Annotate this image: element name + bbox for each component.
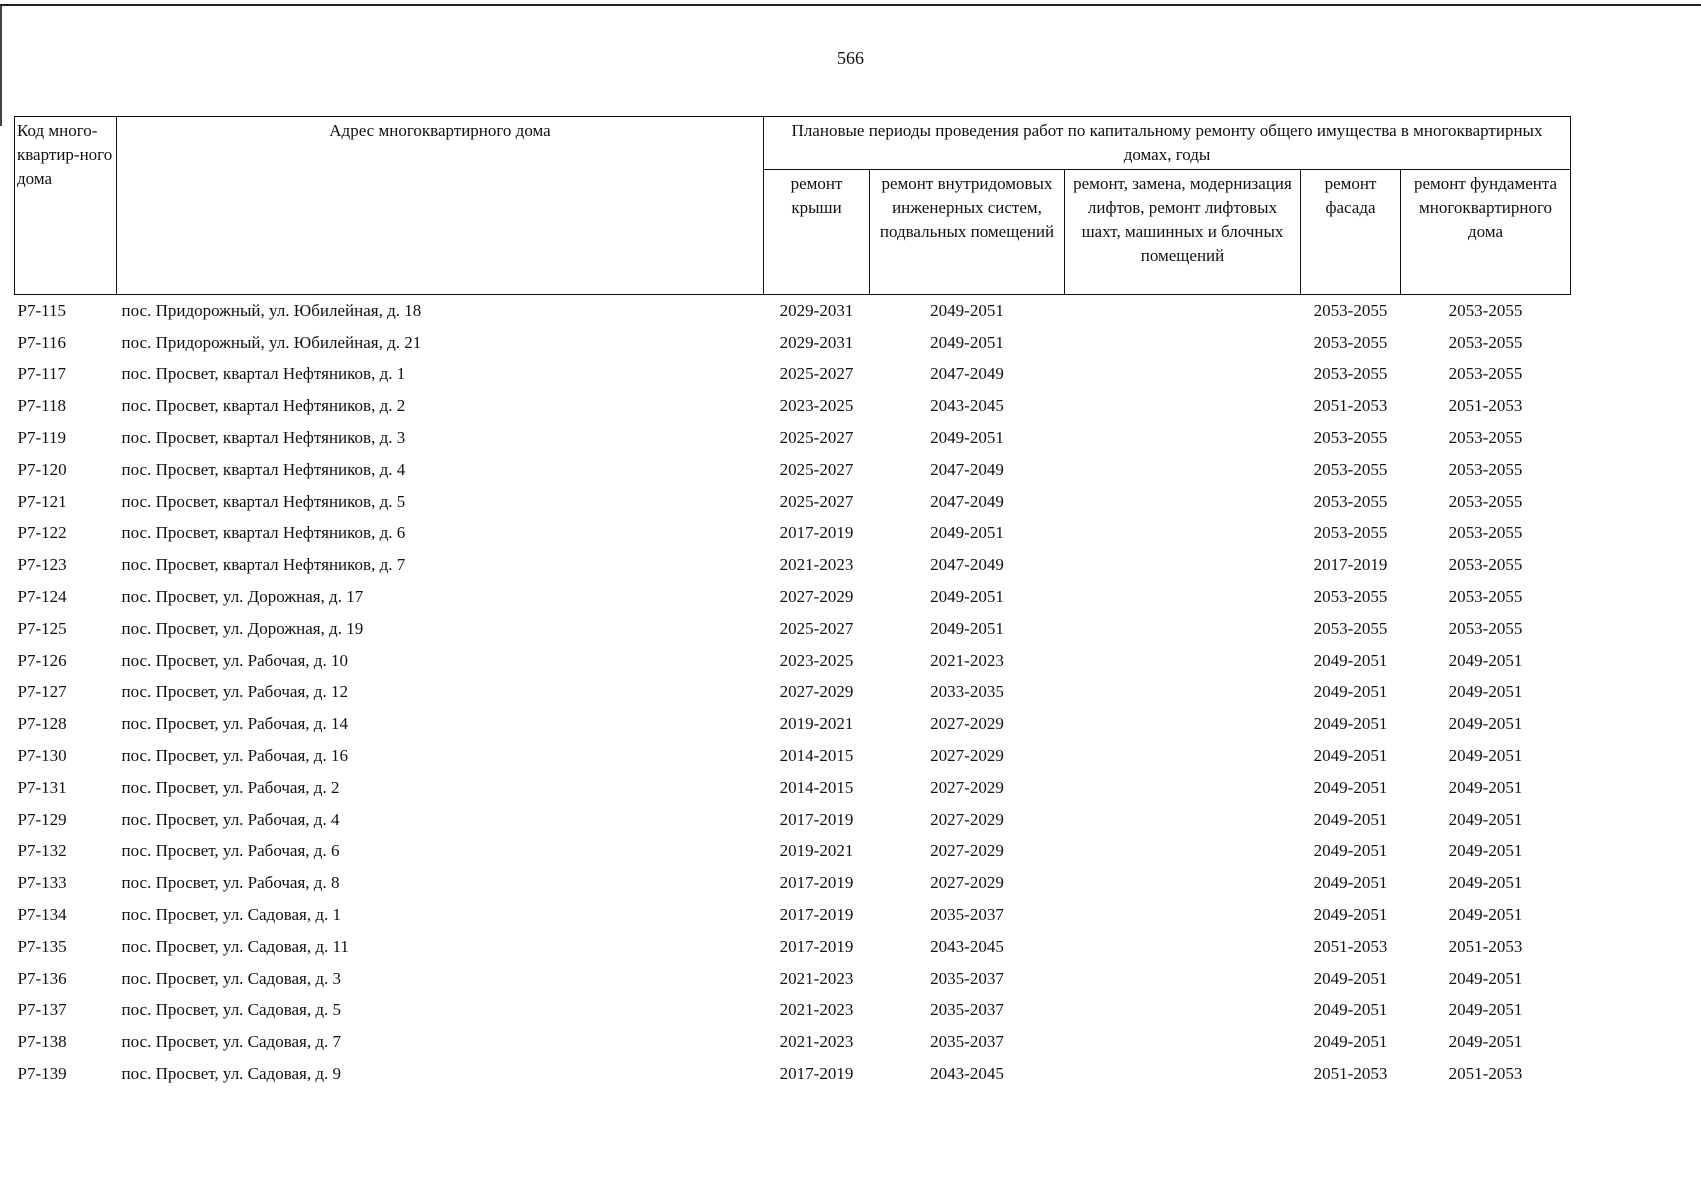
cell-foundation: 2053-2055 <box>1448 300 1523 320</box>
cell-code: P7-127 <box>17 682 67 702</box>
cell-facade: 2051-2053 <box>1313 936 1388 956</box>
cell-code: P7-123 <box>17 555 67 575</box>
cell-lifts <box>1065 677 1301 709</box>
cell-facade: 2053-2055 <box>1313 364 1388 384</box>
cell-lifts <box>1065 708 1301 740</box>
table-row <box>15 359 1571 391</box>
cell-engineering: 2049-2051 <box>930 587 1004 607</box>
cell-facade: 2049-2051 <box>1313 905 1388 925</box>
table-row <box>15 740 1571 772</box>
cell-lifts <box>1065 867 1301 899</box>
cell-roof: 2029-2031 <box>779 300 854 320</box>
cell-roof: 2025-2027 <box>779 618 854 638</box>
cell-roof: 2029-2031 <box>779 332 854 352</box>
cell-facade: 2053-2055 <box>1313 300 1388 320</box>
cell-engineering: 2035-2037 <box>930 968 1004 988</box>
cell-foundation: 2049-2051 <box>1448 777 1523 797</box>
cell-code: P7-132 <box>17 841 67 861</box>
cell-facade: 2051-2053 <box>1313 1064 1388 1084</box>
cell-roof: 2023-2025 <box>779 396 854 416</box>
cell-roof: 2027-2029 <box>779 587 854 607</box>
cell-roof: 2027-2029 <box>779 682 854 702</box>
cell-code: P7-138 <box>17 1032 67 1052</box>
cell-lifts <box>1065 422 1301 454</box>
table-row <box>15 804 1571 836</box>
cell-lifts <box>1065 772 1301 804</box>
page-number: 566 <box>837 48 864 68</box>
cell-foundation: 2051-2053 <box>1448 1064 1523 1084</box>
cell-lifts <box>1065 549 1301 581</box>
cell-lifts <box>1065 804 1301 836</box>
cell-address: пос. Просвет, ул. Садовая, д. 9 <box>121 1064 342 1084</box>
cell-address: пос. Просвет, ул. Садовая, д. 1 <box>121 905 342 925</box>
cell-foundation: 2053-2055 <box>1448 332 1523 352</box>
cell-address: пос. Просвет, ул. Садовая, д. 5 <box>121 1000 342 1020</box>
cell-address: пос. Просвет, квартал Нефтяников, д. 6 <box>121 523 406 543</box>
cell-code: P7-121 <box>17 491 67 511</box>
table-row <box>15 454 1571 486</box>
cell-engineering: 2047-2049 <box>930 364 1004 384</box>
cell-lifts <box>1065 645 1301 677</box>
cell-engineering: 2043-2045 <box>930 396 1004 416</box>
table-body <box>15 295 1571 1090</box>
cell-foundation: 2053-2055 <box>1448 364 1523 384</box>
cell-code: P7-124 <box>17 587 67 607</box>
cell-foundation: 2049-2051 <box>1448 1032 1523 1052</box>
cell-engineering: 2021-2023 <box>930 650 1004 670</box>
cell-facade: 2053-2055 <box>1313 459 1388 479</box>
header-facade: ремонт фасада <box>1301 170 1401 295</box>
table-row <box>15 772 1571 804</box>
cell-facade: 2049-2051 <box>1313 777 1388 797</box>
table-row <box>15 327 1571 359</box>
cell-code: P7-115 <box>17 300 66 320</box>
cell-address: пос. Просвет, квартал Нефтяников, д. 4 <box>121 459 406 479</box>
cell-foundation: 2051-2053 <box>1448 936 1523 956</box>
cell-lifts <box>1065 995 1301 1027</box>
cell-address: пос. Просвет, ул. Садовая, д. 7 <box>121 1032 342 1052</box>
cell-code: P7-136 <box>17 968 67 988</box>
cell-roof: 2017-2019 <box>779 809 854 829</box>
cell-engineering: 2043-2045 <box>930 936 1004 956</box>
cell-facade: 2053-2055 <box>1313 491 1388 511</box>
cell-facade: 2049-2051 <box>1313 682 1388 702</box>
repair-schedule-table <box>14 116 1571 1090</box>
cell-facade: 2049-2051 <box>1313 841 1388 861</box>
table-row <box>15 645 1571 677</box>
table-row <box>15 867 1571 899</box>
header-engineering: ремонт внутридомовых инженерных систем, подвальных помещений <box>870 170 1065 295</box>
cell-engineering: 2043-2045 <box>930 1064 1004 1084</box>
cell-roof: 2025-2027 <box>779 459 854 479</box>
cell-roof: 2025-2027 <box>779 491 854 511</box>
cell-code: P7-133 <box>17 873 67 893</box>
cell-address: пос. Просвет, ул. Рабочая, д. 2 <box>121 777 340 797</box>
table-row <box>15 995 1571 1027</box>
cell-address: пос. Просвет, квартал Нефтяников, д. 1 <box>121 364 406 384</box>
cell-engineering: 2049-2051 <box>930 618 1004 638</box>
cell-roof: 2017-2019 <box>779 523 854 543</box>
table-row <box>15 931 1571 963</box>
cell-foundation: 2049-2051 <box>1448 905 1523 925</box>
header-periods-group: Плановые периоды проведения работ по капитальному ремонту общего имущества в многоквартирных домах, годы <box>764 117 1571 170</box>
cell-lifts <box>1065 390 1301 422</box>
cell-foundation: 2049-2051 <box>1448 714 1523 734</box>
cell-lifts <box>1065 454 1301 486</box>
cell-roof: 2021-2023 <box>779 1032 854 1052</box>
cell-address: пос. Придорожный, ул. Юбилейная, д. 18 <box>121 300 422 320</box>
cell-foundation: 2049-2051 <box>1448 809 1523 829</box>
cell-address: пос. Просвет, ул. Дорожная, д. 19 <box>121 618 364 638</box>
cell-lifts <box>1065 613 1301 645</box>
cell-address: пос. Просвет, ул. Рабочая, д. 4 <box>121 809 340 829</box>
cell-lifts <box>1065 931 1301 963</box>
table-row <box>15 836 1571 868</box>
cell-lifts <box>1065 963 1301 995</box>
cell-address: пос. Просвет, квартал Нефтяников, д. 3 <box>121 428 406 448</box>
cell-foundation: 2049-2051 <box>1448 968 1523 988</box>
cell-foundation: 2053-2055 <box>1448 428 1523 448</box>
cell-engineering: 2047-2049 <box>930 555 1004 575</box>
cell-foundation: 2053-2055 <box>1448 459 1523 479</box>
cell-address: пос. Просвет, ул. Дорожная, д. 17 <box>121 587 364 607</box>
table-row <box>15 1026 1571 1058</box>
cell-roof: 2017-2019 <box>779 873 854 893</box>
cell-code: P7-128 <box>17 714 67 734</box>
cell-facade: 2053-2055 <box>1313 618 1388 638</box>
cell-code: P7-117 <box>17 364 66 384</box>
cell-foundation: 2053-2055 <box>1448 587 1523 607</box>
cell-address: пос. Просвет, ул. Садовая, д. 3 <box>121 968 342 988</box>
cell-roof: 2025-2027 <box>779 428 854 448</box>
table-row <box>15 677 1571 709</box>
cell-lifts <box>1065 1026 1301 1058</box>
table-row <box>15 549 1571 581</box>
cell-facade: 2053-2055 <box>1313 587 1388 607</box>
top-rule <box>0 4 1701 6</box>
cell-roof: 2019-2021 <box>779 714 854 734</box>
table-row <box>15 708 1571 740</box>
cell-roof: 2021-2023 <box>779 555 854 575</box>
cell-code: P7-135 <box>17 936 67 956</box>
cell-roof: 2017-2019 <box>779 1064 854 1084</box>
cell-engineering: 2049-2051 <box>930 332 1004 352</box>
cell-facade: 2053-2055 <box>1313 332 1388 352</box>
table-row <box>15 295 1571 327</box>
table-row <box>15 1058 1571 1090</box>
cell-code: P7-122 <box>17 523 67 543</box>
cell-facade: 2049-2051 <box>1313 873 1388 893</box>
cell-foundation: 2049-2051 <box>1448 682 1523 702</box>
cell-code: P7-134 <box>17 905 67 925</box>
cell-roof: 2017-2019 <box>779 905 854 925</box>
cell-roof: 2025-2027 <box>779 364 854 384</box>
header-roof: ремонт крыши <box>764 170 870 295</box>
cell-roof: 2021-2023 <box>779 968 854 988</box>
cell-facade: 2049-2051 <box>1313 650 1388 670</box>
table-row <box>15 963 1571 995</box>
cell-engineering: 2035-2037 <box>930 905 1004 925</box>
table-row <box>15 390 1571 422</box>
cell-facade: 2049-2051 <box>1313 968 1388 988</box>
cell-code: P7-118 <box>17 396 66 416</box>
cell-lifts <box>1065 581 1301 613</box>
table-row <box>15 422 1571 454</box>
cell-engineering: 2027-2029 <box>930 746 1004 766</box>
cell-foundation: 2053-2055 <box>1448 523 1523 543</box>
cell-engineering: 2035-2037 <box>930 1000 1004 1020</box>
cell-code: P7-126 <box>17 650 67 670</box>
cell-facade: 2051-2053 <box>1313 396 1388 416</box>
cell-facade: 2049-2051 <box>1313 1000 1388 1020</box>
cell-foundation: 2051-2053 <box>1448 396 1523 416</box>
cell-facade: 2053-2055 <box>1313 428 1388 448</box>
cell-address: пос. Просвет, ул. Рабочая, д. 14 <box>121 714 348 734</box>
cell-lifts <box>1065 836 1301 868</box>
cell-address: пос. Просвет, ул. Рабочая, д. 6 <box>121 841 340 861</box>
cell-engineering: 2047-2049 <box>930 491 1004 511</box>
cell-foundation: 2053-2055 <box>1448 491 1523 511</box>
cell-lifts <box>1065 327 1301 359</box>
cell-engineering: 2027-2029 <box>930 841 1004 861</box>
cell-address: пос. Просвет, квартал Нефтяников, д. 2 <box>121 396 406 416</box>
table-header <box>15 117 1571 295</box>
cell-address: пос. Просвет, квартал Нефтяников, д. 7 <box>121 555 406 575</box>
table-row <box>15 581 1571 613</box>
header-lifts: ремонт, замена, модернизация лифтов, ремонт лифтовых шахт, машинных и блочных помещений <box>1065 170 1301 295</box>
cell-code: P7-120 <box>17 459 67 479</box>
cell-engineering: 2049-2051 <box>930 300 1004 320</box>
cell-facade: 2049-2051 <box>1313 809 1388 829</box>
cell-lifts <box>1065 295 1301 327</box>
cell-code: P7-139 <box>17 1064 67 1084</box>
table-row <box>15 486 1571 518</box>
cell-address: пос. Просвет, квартал Нефтяников, д. 5 <box>121 491 406 511</box>
cell-foundation: 2053-2055 <box>1448 555 1523 575</box>
table-row <box>15 613 1571 645</box>
cell-address: пос. Придорожный, ул. Юбилейная, д. 21 <box>121 332 422 352</box>
cell-roof: 2023-2025 <box>779 650 854 670</box>
cell-foundation: 2049-2051 <box>1448 873 1523 893</box>
cell-code: P7-129 <box>17 809 67 829</box>
cell-engineering: 2027-2029 <box>930 777 1004 797</box>
cell-address: пос. Просвет, ул. Рабочая, д. 8 <box>121 873 340 893</box>
cell-code: P7-119 <box>17 428 66 448</box>
cell-foundation: 2049-2051 <box>1448 841 1523 861</box>
cell-foundation: 2049-2051 <box>1448 746 1523 766</box>
cell-roof: 2014-2015 <box>779 777 854 797</box>
cell-code: P7-125 <box>17 618 67 638</box>
header-code: Код много-квартир-ного дома <box>15 117 117 295</box>
cell-lifts <box>1065 740 1301 772</box>
cell-engineering: 2049-2051 <box>930 428 1004 448</box>
cell-lifts <box>1065 518 1301 550</box>
cell-facade: 2049-2051 <box>1313 1032 1388 1052</box>
cell-facade: 2053-2055 <box>1313 523 1388 543</box>
cell-foundation: 2053-2055 <box>1448 618 1523 638</box>
cell-roof: 2017-2019 <box>779 936 854 956</box>
cell-address: пос. Просвет, ул. Рабочая, д. 16 <box>121 746 348 766</box>
cell-roof: 2019-2021 <box>779 841 854 861</box>
cell-lifts <box>1065 486 1301 518</box>
table-row <box>15 518 1571 550</box>
cell-engineering: 2035-2037 <box>930 1032 1004 1052</box>
cell-code: P7-131 <box>17 777 67 797</box>
cell-lifts <box>1065 359 1301 391</box>
cell-engineering: 2027-2029 <box>930 809 1004 829</box>
cell-lifts <box>1065 899 1301 931</box>
cell-lifts <box>1065 1058 1301 1090</box>
cell-roof: 2021-2023 <box>779 1000 854 1020</box>
cell-code: P7-137 <box>17 1000 67 1020</box>
cell-engineering: 2033-2035 <box>930 682 1004 702</box>
cell-foundation: 2049-2051 <box>1448 1000 1523 1020</box>
header-foundation: ремонт фундамента многоквартирного дома <box>1401 170 1571 295</box>
cell-address: пос. Просвет, ул. Рабочая, д. 10 <box>121 650 348 670</box>
cell-engineering: 2047-2049 <box>930 459 1004 479</box>
table-row <box>15 899 1571 931</box>
cell-facade: 2017-2019 <box>1313 555 1388 575</box>
cell-facade: 2049-2051 <box>1313 714 1388 734</box>
cell-engineering: 2027-2029 <box>930 714 1004 734</box>
cell-code: P7-116 <box>17 332 66 352</box>
header-address: Адрес многоквартирного дома <box>117 117 764 295</box>
cell-address: пос. Просвет, ул. Садовая, д. 11 <box>121 936 349 956</box>
cell-engineering: 2027-2029 <box>930 873 1004 893</box>
cell-foundation: 2049-2051 <box>1448 650 1523 670</box>
cell-code: P7-130 <box>17 746 67 766</box>
cell-roof: 2014-2015 <box>779 746 854 766</box>
cell-address: пос. Просвет, ул. Рабочая, д. 12 <box>121 682 348 702</box>
cell-engineering: 2049-2051 <box>930 523 1004 543</box>
cell-facade: 2049-2051 <box>1313 746 1388 766</box>
